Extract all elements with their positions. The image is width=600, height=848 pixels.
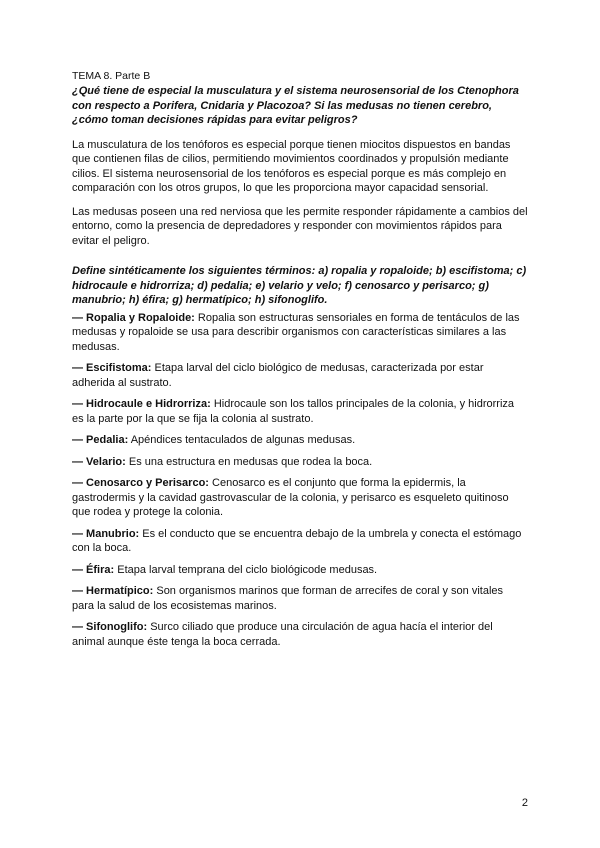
definition-item [72,361,528,390]
definition-text: Hidrocaule son los tallos principales de la colonia, y hidrorriza es la parte por la que se fija la colonia al sustrato. [72,398,515,425]
answer-paragraph-medusas: Las medusas poseen una red nerviosa que les permite responder rápidamente a cambios del entorno, como la presencia de depredadores y responder con movimientos rápidos para evitar el peligro. [72,205,528,247]
page-number: 2 [521,797,528,809]
definition-text: Son organismos marinos que forman de arrecifes de coral y son vitales para la salud de los ecosistemas marinos. [72,585,504,612]
definition-term: — Ropalia y Ropaloide: [72,311,195,324]
definition-text: Es el conducto que se encuentra debajo de la umbrela y conecta el estómago con la boca. [72,527,522,554]
answer-paragraph-musculature: La musculatura de los tenóforos es especial porque tienen miocitos dispuestos en bandas que contienen filas de cilios, permitiendo movimientos coordinados y propulsión mediante cilios. El sistema neurosensorial de los tenóforos es especial porque es más complejo en comparación con los otros grupos, lo que les proporciona mayor capacidad sensorial. [72,138,511,194]
definition-text: Es una estructura en medusas que rodea la boca. [125,455,373,468]
definition-text: Etapa larval temprana del ciclo biológicode medusas. [114,563,378,576]
definition-text: Etapa larval del ciclo biológico de medusas, caracterizada por estar adherida al sustrato. [72,362,484,389]
definition-item [72,584,528,613]
definition-item [72,311,528,355]
definition-item [72,620,528,649]
definition-term: — Hermatípico: [72,585,154,597]
definition-term: — Cenosarco y Perisarco: [72,477,209,489]
definition-text: Ropalia son estructuras sensoriales en forma de tentáculos de las medusas y ropaloide se usa para describir organismos con características similares a las medusas. [72,311,520,353]
definition-item [72,433,528,448]
definition-term: — Éfira: [72,563,115,576]
question-heading: ¿Qué tiene de especial la musculatura y el sistema neurosensorial de los Ctenophora con respecto a Porifera, Cnidaria y Placozoa? Si las medusas no tienen cerebro, ¿cómo toman decisiones rápidas para evitar peligros? [72,85,519,126]
definition-text: Surco ciliado que produce una circulación de agua hacía el interior del animal aunque éste tenga la boca cerrada. [72,621,493,648]
definition-term: — Sifonoglifo: [72,621,148,633]
definition-term: — Hidrocaule e Hidrorriza: [72,398,211,410]
definitions-prompt: Define sintéticamente los siguientes términos: a) ropalia y ropaloide; b) escifistoma; c) hidrocaule e hidrorriza; d) pedalia; e) velario y velo; f) cenosarco y perisarco; g) manubrio; h) éfira; g) hermatípico; h) sifonoglifo. [72,265,527,306]
definition-term: — Escifistoma: [72,362,152,374]
definition-term: — Velario: [72,455,126,468]
definition-term: — Manubrio: [72,527,140,540]
definition-item [72,455,528,470]
definitions-list [72,311,528,650]
definition-text: Apéndices tentaculados de algunas medusas. [128,434,356,446]
definition-item [72,527,528,556]
definition-item [72,397,528,426]
definition-term: — Pedalia: [72,434,129,446]
definition-item [72,476,528,520]
topic-header: TEMA 8. Parte B [72,70,151,82]
definition-text: Cenosarco es el conjunto que forma la epidermis, la gastrodermis y la cavidad gastrovascular de la colonia, y perisarco es esqueleto quitinoso que rodea y protege la colonia. [72,477,509,518]
definition-item [72,563,528,578]
